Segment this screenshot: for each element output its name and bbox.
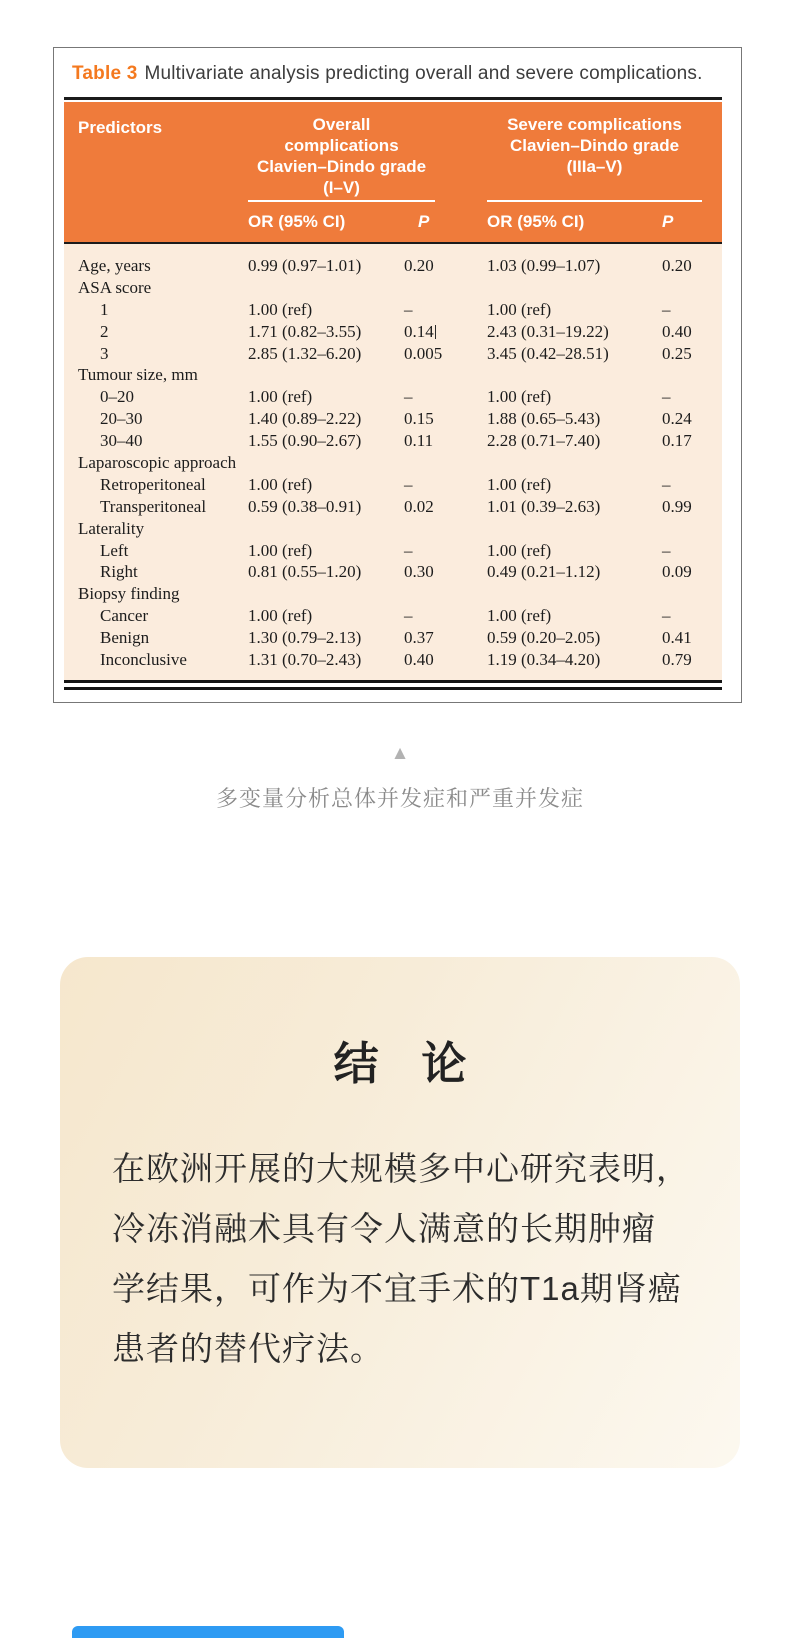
p-value-severe (662, 518, 722, 540)
conclusion-line: 患者的替代疗法。 (112, 1330, 384, 1367)
table-figure (53, 47, 742, 703)
or-value-severe (487, 277, 662, 299)
group2-line: Severe complications (507, 115, 682, 134)
or-value-severe (487, 518, 662, 540)
or-value-severe: 2.28 (0.71–7.40) (487, 431, 601, 451)
p-value-severe: – (662, 540, 671, 560)
col-header-p-overall: P (418, 212, 430, 231)
p-value-severe (662, 277, 722, 299)
row-label: 0–20 (100, 387, 134, 407)
bottom-accent-bar (72, 1626, 344, 1638)
row-label: Cancer (100, 606, 149, 626)
col-group-overall-complications (248, 102, 435, 202)
p-value-overall: 0.30 (404, 562, 434, 582)
or-value-severe: 1.19 (0.34–4.20) (487, 650, 601, 670)
p-value-overall: 0.20 (404, 256, 434, 275)
table-group-row (64, 583, 722, 605)
figure-title-label: Table 3 (72, 63, 138, 84)
or-value-overall (248, 364, 404, 386)
or-value-overall (248, 518, 404, 540)
p-value-overall: 0.005 (404, 343, 443, 363)
table-row (64, 343, 722, 365)
row-label: Biopsy finding (78, 584, 180, 604)
row-label: Tumour size, mm (78, 365, 198, 385)
p-value-severe: 0.99 (662, 496, 692, 516)
col-header-predictors: Predictors (78, 118, 163, 137)
row-label: Benign (100, 628, 150, 648)
col-group-severe-complications (487, 102, 702, 202)
data-table (64, 97, 722, 680)
table-group-row (64, 518, 722, 540)
group2-line: Clavien–Dindo grade (509, 136, 680, 155)
or-value-severe (487, 364, 662, 386)
p-value-overall: – (404, 387, 413, 407)
p-value-overall: – (404, 299, 413, 319)
table-row (64, 540, 722, 562)
p-value-severe: 0.41 (662, 628, 692, 648)
or-value-severe: 1.03 (0.99–1.07) (487, 256, 601, 275)
table-row (64, 605, 722, 627)
row-label: Left (100, 540, 129, 560)
row-label: Laparoscopic approach (78, 453, 237, 473)
conclusion-line: 学结果，可作为不宜手术的T1a期肾癌 (112, 1270, 682, 1307)
or-value-severe: 1.00 (ref) (487, 474, 552, 494)
conclusion-line: 在欧洲开展的大规模多中心研究表明， (112, 1150, 690, 1187)
p-value-severe (662, 583, 722, 605)
table-row (64, 649, 722, 671)
p-value-overall: 0.11 (404, 431, 434, 451)
p-value-severe: 0.79 (662, 650, 692, 670)
table-row (64, 408, 722, 430)
or-value-overall: 1.30 (0.79–2.13) (248, 628, 362, 648)
table-header (64, 102, 722, 244)
group1-line: Clavien–Dindo grade (256, 157, 427, 176)
or-value-severe (487, 583, 662, 605)
table-row (64, 321, 722, 343)
table-row (64, 430, 722, 452)
table-body (64, 244, 722, 680)
figure-caption-cn: 多变量分析总体并发症和严重并发症 (215, 786, 584, 811)
p-value-overall: 0.15 (404, 409, 434, 429)
or-value-overall: 1.00 (ref) (248, 474, 313, 494)
conclusion-card (60, 957, 740, 1468)
p-value-overall: 0.40 (404, 650, 434, 670)
table-row (64, 299, 722, 321)
p-value-severe (662, 364, 722, 386)
table-row (64, 255, 722, 277)
row-label: 1 (100, 299, 109, 319)
or-value-overall: 1.31 (0.70–2.43) (248, 650, 362, 670)
group1-line: complications (284, 136, 399, 155)
p-value-severe: 0.25 (662, 343, 692, 363)
table-bottom-rule (64, 680, 722, 690)
row-label: Age, years (78, 256, 151, 275)
row-label: 2 (100, 321, 109, 341)
or-value-severe: 0.59 (0.20–2.05) (487, 628, 601, 648)
p-value-overall: 0.14 (404, 321, 434, 341)
or-value-overall: 2.85 (1.32–6.20) (248, 343, 362, 363)
table-row (64, 561, 722, 583)
or-value-overall: 1.00 (ref) (248, 540, 313, 560)
row-label: Transperitoneal (100, 496, 207, 516)
p-value-severe: – (662, 299, 671, 319)
p-value-overall (404, 518, 487, 540)
p-value-overall (404, 583, 487, 605)
table-group-row (64, 277, 722, 299)
p-value-overall: 0.37 (404, 628, 434, 648)
table-row (64, 474, 722, 496)
or-value-overall: 1.00 (ref) (248, 299, 313, 319)
p-value-overall: 0.02 (404, 496, 434, 516)
or-value-severe: 1.00 (ref) (487, 540, 552, 560)
row-label: 3 (100, 343, 109, 363)
group1-line: (I–V) (323, 178, 360, 197)
or-value-overall: 0.99 (0.97–1.01) (248, 256, 362, 275)
or-value-overall: 1.55 (0.90–2.67) (248, 431, 362, 451)
conclusion-line: 冷冻消融术具有令人满意的长期肿瘤 (112, 1210, 656, 1247)
or-value-severe: 1.88 (0.65–5.43) (487, 409, 601, 429)
col-header-or-severe: OR (95% CI) (487, 212, 585, 231)
p-value-severe: – (662, 474, 671, 494)
figure-title-text: Multivariate analysis predicting overall and severe complications. (144, 63, 703, 84)
text-cursor (435, 325, 436, 339)
p-value-severe: – (662, 606, 671, 626)
p-value-severe: 0.17 (662, 431, 692, 451)
table-group-row (64, 452, 722, 474)
group1-line: Overall (312, 115, 371, 134)
or-value-overall (248, 452, 404, 474)
p-value-overall: – (404, 474, 413, 494)
p-value-severe: 0.24 (662, 409, 692, 429)
or-value-overall: 1.00 (ref) (248, 606, 313, 626)
row-label: 30–40 (100, 431, 143, 451)
or-value-severe: 2.43 (0.31–19.22) (487, 321, 609, 341)
or-value-severe: 1.00 (ref) (487, 606, 552, 626)
p-value-overall: – (404, 540, 413, 560)
or-value-severe: 3.45 (0.42–28.51) (487, 343, 609, 363)
table-row (64, 496, 722, 518)
p-value-overall (404, 364, 487, 386)
triangle-up-icon: ▲ (390, 743, 410, 764)
or-value-severe: 1.00 (ref) (487, 299, 552, 319)
or-value-overall: 1.71 (0.82–3.55) (248, 321, 362, 341)
or-value-overall (248, 583, 404, 605)
row-label: ASA score (78, 277, 152, 297)
row-label: Retroperitoneal (100, 474, 206, 494)
p-value-severe: 0.40 (662, 321, 692, 341)
or-value-overall: 0.59 (0.38–0.91) (248, 496, 362, 516)
col-header-p-severe: P (662, 212, 674, 231)
p-value-severe: 0.09 (662, 562, 692, 582)
table-group-row (64, 364, 722, 386)
or-value-severe: 0.49 (0.21–1.12) (487, 562, 601, 582)
table-row (64, 627, 722, 649)
group2-line: (IIIa–V) (566, 157, 623, 176)
p-value-severe: – (662, 387, 671, 407)
p-value-severe: 0.20 (662, 256, 692, 275)
figure-title (72, 63, 723, 85)
table-row (64, 386, 722, 408)
p-value-severe (662, 452, 722, 474)
conclusion-heading: 结 论 (333, 1039, 467, 1089)
or-value-overall: 0.81 (0.55–1.20) (248, 562, 362, 582)
or-value-overall: 1.00 (ref) (248, 387, 313, 407)
row-label: Inconclusive (100, 650, 187, 670)
or-value-overall: 1.40 (0.89–2.22) (248, 409, 362, 429)
row-label: Right (100, 562, 138, 582)
col-header-or-overall: OR (95% CI) (248, 212, 346, 231)
or-value-severe: 1.01 (0.39–2.63) (487, 496, 601, 516)
p-value-overall: – (404, 606, 413, 626)
or-value-overall (248, 277, 404, 299)
row-label: Laterality (78, 518, 145, 538)
p-value-overall (404, 452, 487, 474)
or-value-severe: 1.00 (ref) (487, 387, 552, 407)
or-value-severe (487, 452, 662, 474)
conclusion-body (112, 1139, 700, 1379)
p-value-overall (404, 277, 487, 299)
row-label: 20–30 (100, 409, 143, 429)
